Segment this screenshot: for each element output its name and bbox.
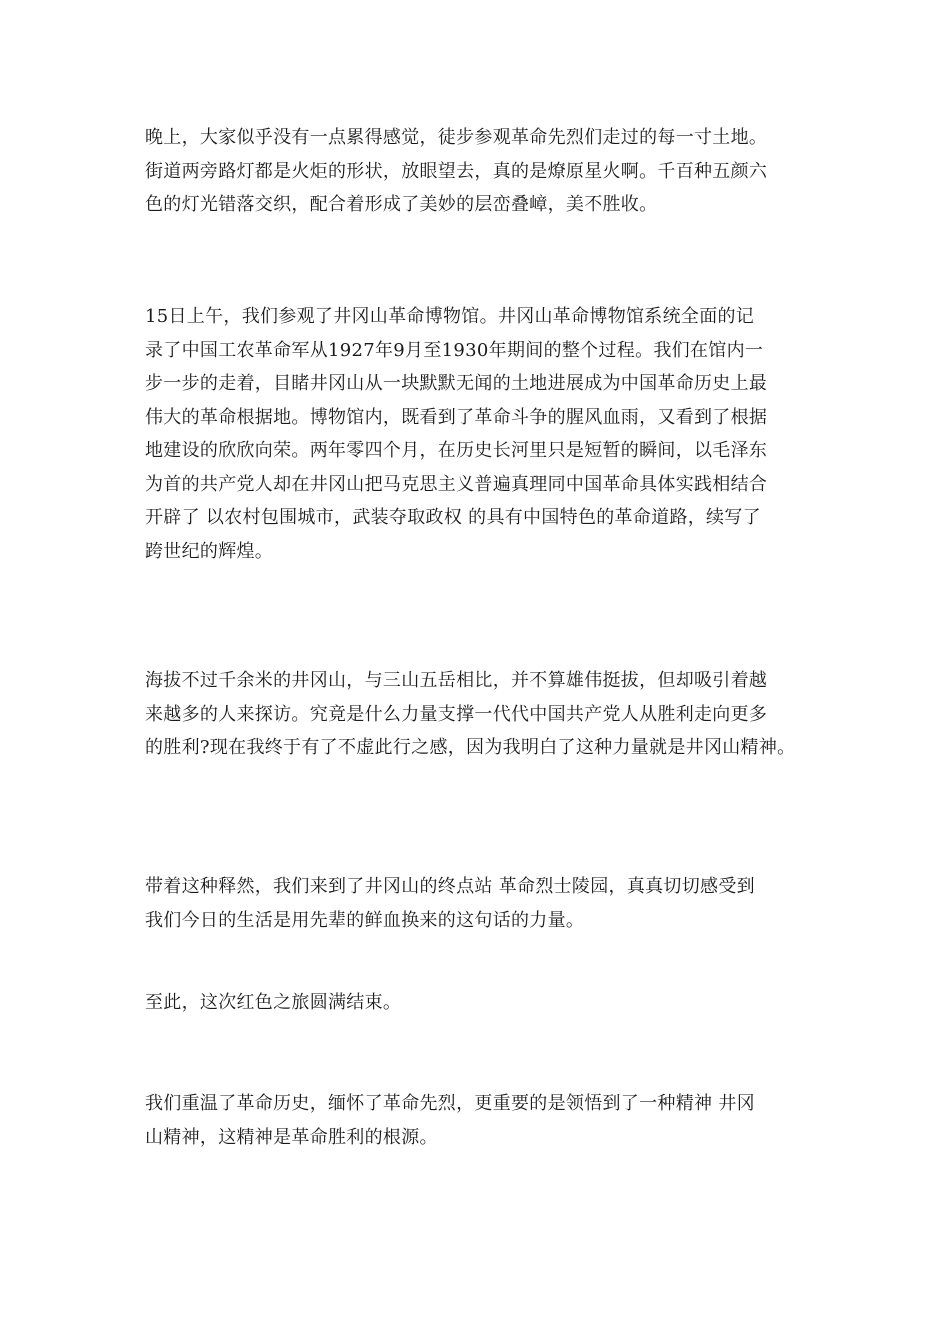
text-line: 跨世纪的辉煌。 (145, 540, 274, 562)
text-line: 至此，这次红色之旅圆满结束。 (145, 992, 402, 1013)
text-line: 来越多的人来探访。究竟是什么力量支撑一代代中国共产党人从胜利走向更多 (145, 703, 768, 725)
text-line: 录了中国工农革命军从1927年9月至1930年期间的整个过程。我们在馆内一 (145, 339, 764, 361)
text-line: 色的灯光错落交织，配合着形成了美妙的层峦叠嶂，美不胜收。 (145, 194, 658, 215)
paragraph-trip-end (145, 986, 825, 1020)
text-line: 带着这种释然，我们来到了井冈山的终点站 革命烈士陵园，真真切切感受到 (145, 876, 755, 897)
text-line: 我们重温了革命历史，缅怀了革命先烈，更重要的是领悟到了一种精神 井冈 (145, 1093, 755, 1114)
text-line: 海拔不过千余米的井冈山，与三山五岳相比，并不算雄伟挺拔，但却吸引着越 (145, 670, 768, 691)
paragraph-evening-walk (145, 121, 825, 222)
text-line: 开辟了 以农村包围城市，武装夺取政权 的具有中国特色的革命道路，续写了 (145, 507, 761, 528)
paragraph-jinggang-spirit (145, 664, 825, 765)
text-line: 街道两旁路灯都是火炬的形状，放眼望去，真的是燎原星火啊。千百种五颜六 (145, 160, 768, 182)
paragraph-conclusion (145, 1087, 825, 1154)
text-line: 步一步的走着，目睹井冈山从一块默默无闻的土地进展成为中国革命历史上最 (145, 373, 768, 394)
text-line: 晚上，大家似乎没有一点累得感觉，徒步参观革命先烈们走过的每一寸土地。 (145, 127, 768, 148)
text-line: 伟大的革命根据地。博物馆内，既看到了革命斗争的腥风血雨，又看到了根据 (145, 406, 768, 428)
paragraph-martyrs-cemetery (145, 870, 825, 937)
paragraph-museum-visit (145, 300, 825, 568)
text-line: 地建设的欣欣向荣。两年零四个月，在历史长河里只是短暂的瞬间，以毛泽东 (145, 440, 768, 461)
text-line: 15日上午，我们参观了井冈山革命博物馆。井冈山革命博物馆系统全面的记 (145, 306, 755, 327)
text-line: 我们今日的生活是用先辈的鲜血换来的这句话的力量。 (145, 909, 585, 931)
text-line: 的胜利?现在我终于有了不虚此行之感，因为我明白了这种力量就是井冈山精神。 (145, 737, 796, 758)
text-line: 为首的共产党人却在井冈山把马克思主义普遍真理同中国革命具体实践相结合 (145, 473, 768, 495)
text-line: 山精神，这精神是革命胜利的根源。 (145, 1126, 438, 1148)
